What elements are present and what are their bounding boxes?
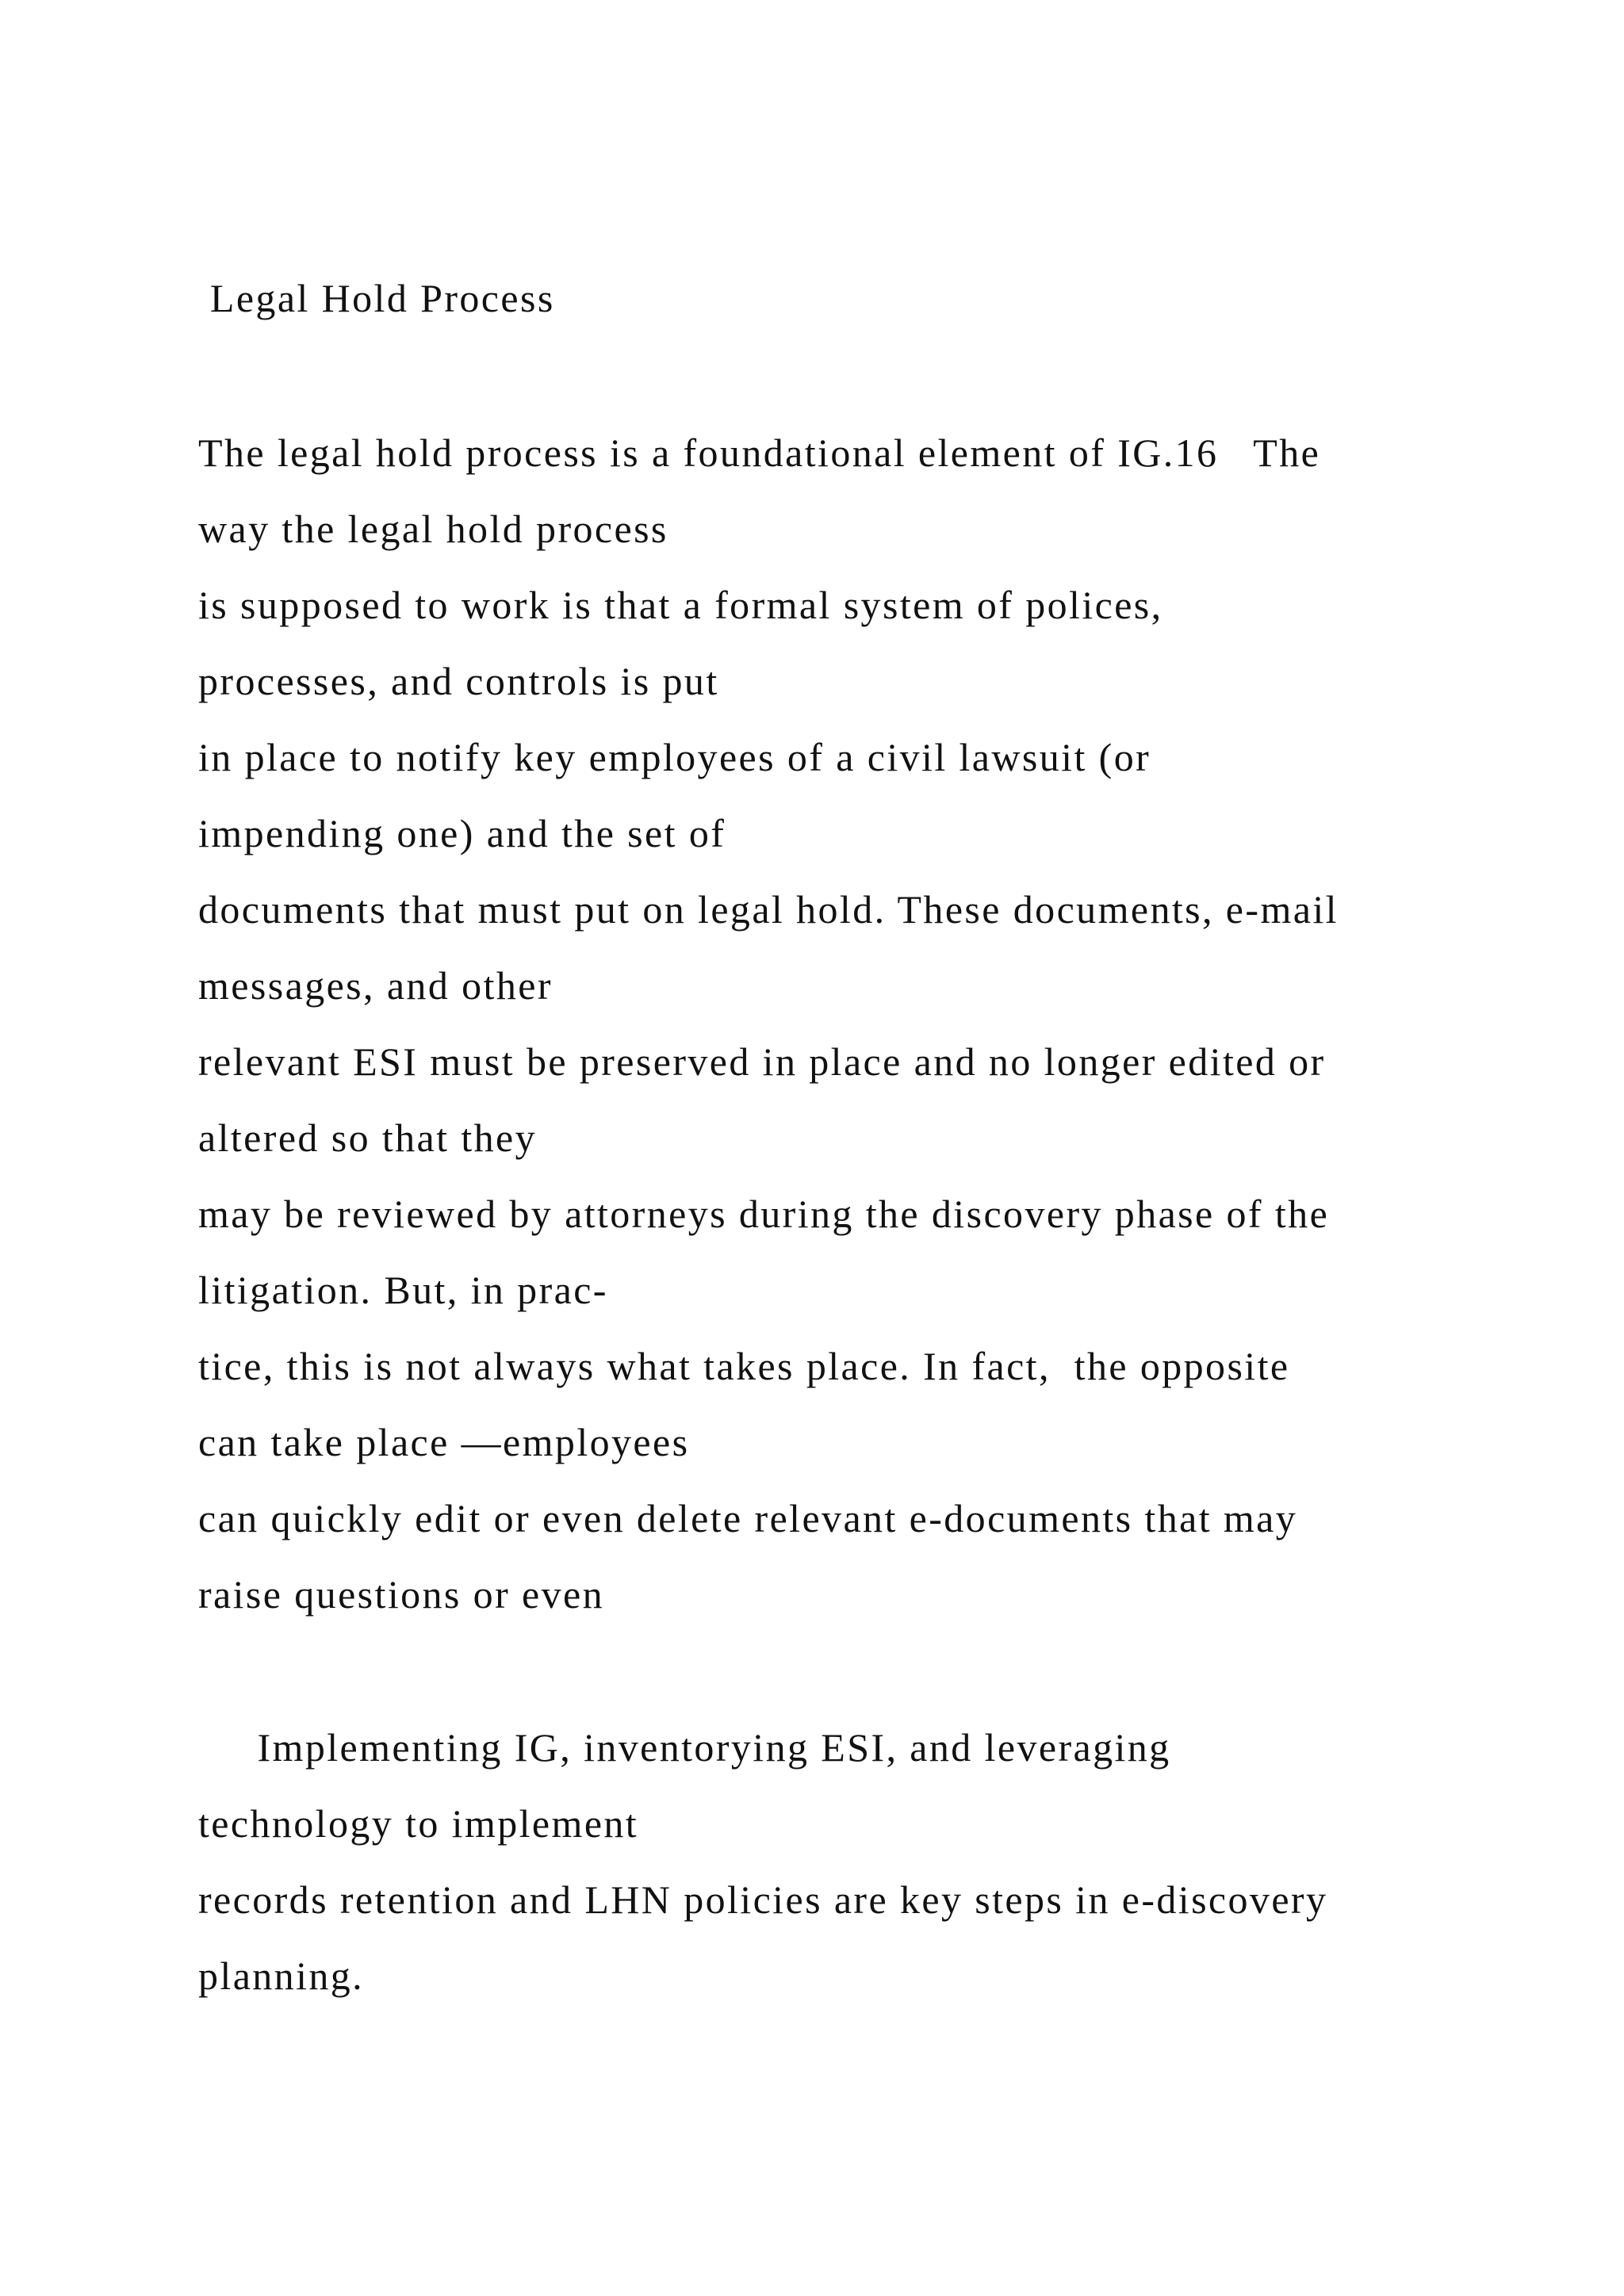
text-line: raise questions or even bbox=[198, 1572, 605, 1617]
text-line: can take place —employees bbox=[198, 1420, 690, 1464]
text-line: in place to notify key employees of a civil lawsuit (or bbox=[198, 735, 1151, 779]
text-line: processes, and controls is put bbox=[198, 659, 719, 703]
text-line: relevant ESI must be preserved in place and no longer edited or bbox=[198, 1039, 1326, 1084]
text-line: documents that must put on legal hold. These documents, e-mail bbox=[198, 887, 1339, 932]
text-line: can quickly edit or even delete relevant e-documents that may bbox=[198, 1496, 1298, 1540]
text-line: may be reviewed by attorneys during the discovery phase of the bbox=[198, 1192, 1330, 1236]
text-line: The legal hold process is a foundational element of IG.16 The bbox=[198, 430, 1321, 475]
text-line: way the legal hold process bbox=[198, 507, 668, 551]
text-line: tice, this is not always what takes place. In fact, the opposite bbox=[198, 1344, 1290, 1388]
text-line: altered so that they bbox=[198, 1115, 538, 1160]
text-line: technology to implement bbox=[198, 1801, 639, 1846]
document-title: Legal Hold Process bbox=[198, 276, 555, 320]
text-line: litigation. But, in prac- bbox=[198, 1268, 608, 1312]
text-line: planning. bbox=[198, 1954, 365, 1998]
text-line: records retention and LHN policies are key steps in e-discovery bbox=[198, 1877, 1328, 1922]
text-line: is supposed to work is that a formal system of polices, bbox=[198, 583, 1163, 627]
text-line: Implementing IG, inventorying ESI, and leveraging bbox=[198, 1725, 1171, 1770]
text-line: impending one) and the set of bbox=[198, 811, 726, 855]
text-line: messages, and other bbox=[198, 963, 553, 1008]
